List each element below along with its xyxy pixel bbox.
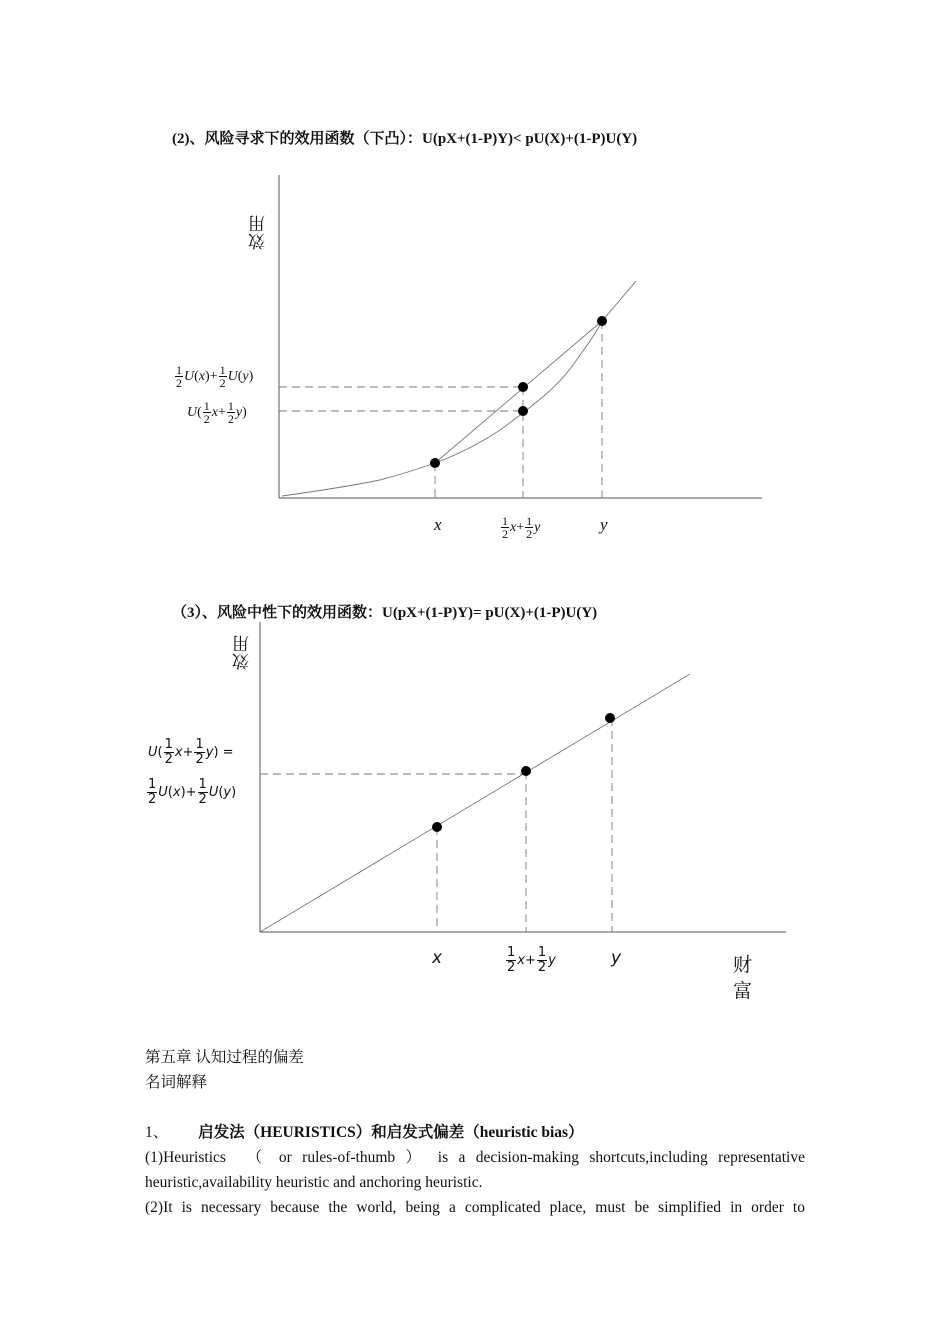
paragraph-2-line-1: (2)It is necessary because the world, being a complicated place, must be simplified in order to	[145, 1199, 805, 1216]
label-utility-of-expectation: U ( $\frac{1}{2}$ x + $\frac{1}{2}$ y )	[187, 399, 247, 426]
x-tick-mid: $\frac{1}{2}$ x + $\frac{1}{2}$ y	[502, 514, 541, 541]
utility-line-3	[260, 674, 690, 932]
item-number: 1、	[145, 1124, 169, 1141]
chapter-subtitle: 名词解释	[145, 1074, 208, 1091]
x-tick-x-3: x	[432, 948, 443, 968]
y-axis-label: 效用	[249, 214, 269, 250]
label-equality-bottom: $\frac{1}{2}$ U ( x )+ $\frac{1}{2}$ U ( y )	[148, 777, 237, 807]
label-equality-top: U ( $\frac{1}{2}$ x + $\frac{1}{2}$ y ) =	[148, 737, 234, 767]
point-uy	[597, 316, 607, 326]
point-mid-chord	[518, 382, 528, 392]
x-axis-label-3: 财富	[733, 954, 753, 1002]
section2-title: (2)、风险寻求下的效用函数（下凸）：U(pX+(1-P)Y)< pU(X)+(1-P)U(Y)	[172, 131, 638, 147]
label-expected-utility: $\frac{1}{2}$ U ( x )+ $\frac{1}{2}$ U ( y )	[176, 363, 254, 390]
point-uy-3	[605, 713, 615, 723]
x-tick-y-3: y	[611, 948, 622, 968]
section3-title: （3）、风险中性下的效用函数：U(pX+(1-P)Y)= pU(X)+(1-P)U(Y)	[172, 605, 598, 621]
chapter-title: 第五章 认知过程的偏差	[145, 1049, 304, 1066]
point-mid-3	[521, 766, 531, 776]
x-tick-x: x	[434, 515, 442, 534]
chord-line	[435, 321, 602, 463]
x-tick-y: y	[600, 515, 608, 534]
paragraph-1-line-2: heuristic,availability heuristic and anchoring heuristic.	[145, 1174, 483, 1191]
x-tick-mid-3: $\frac{1}{2}$ x + $\frac{1}{2}$ y	[507, 945, 556, 975]
point-ux	[430, 458, 440, 468]
point-ux-3	[432, 822, 442, 832]
item-heading	[145, 1120, 584, 1145]
utility-curve	[282, 281, 636, 496]
y-axis-label-3: 效用	[233, 634, 253, 670]
item-title: 启发法（HEURISTICS）和启发式偏差（heuristic bias）	[198, 1124, 584, 1141]
point-mid-curve	[518, 406, 528, 416]
paragraph-1-line-1: (1)Heuristics （ or rules-of-thumb ） is a decision-making shortcuts,including representative	[145, 1149, 805, 1166]
